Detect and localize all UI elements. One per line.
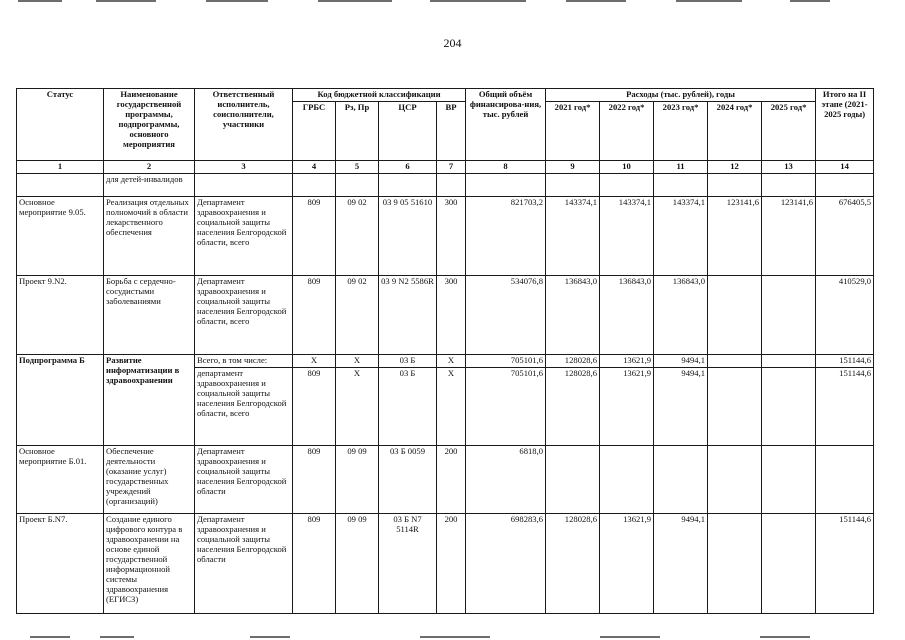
cell-grbs: 809	[293, 367, 336, 445]
cell-total: 705101,6	[466, 354, 546, 367]
cell-csr: 03 9 05 51610	[379, 196, 437, 275]
cell-vr: 200	[437, 445, 466, 513]
column-number: 5	[336, 160, 379, 173]
cell-2023: 143374,1	[654, 196, 708, 275]
column-number: 8	[466, 160, 546, 173]
cell-grbs: Х	[293, 354, 336, 367]
scan-top-edge	[0, 0, 905, 3]
cell-2021: 128028,6	[546, 513, 600, 613]
cell-stage-total: 676405,5	[816, 196, 874, 275]
cell-rz-pr: Х	[336, 367, 379, 445]
cell-stage-total: 151144,6	[816, 513, 874, 613]
cell-stage-total	[816, 173, 874, 196]
cell-vr: 300	[437, 275, 466, 354]
cell-2022: 136843,0	[600, 275, 654, 354]
cell-responsible: Всего, в том числе:	[195, 354, 293, 367]
cell-2022: 13621,9	[600, 367, 654, 445]
cell-2021	[546, 173, 600, 196]
column-number: 10	[600, 160, 654, 173]
cell-2021	[546, 445, 600, 513]
table-row	[17, 513, 874, 613]
column-number: 11	[654, 160, 708, 173]
cell-grbs	[293, 173, 336, 196]
cell-rz-pr: Х	[336, 354, 379, 367]
header-2025: 2025 год*	[762, 101, 816, 160]
cell-2023: 9494,1	[654, 513, 708, 613]
cell-2022	[600, 173, 654, 196]
header-2021: 2021 год*	[546, 101, 600, 160]
header-expenses: Расходы (тыс. рублей), годы	[546, 89, 816, 102]
cell-vr: Х	[437, 354, 466, 367]
column-number: 14	[816, 160, 874, 173]
header-total-volume: Общий объём финансирова-ния, тыс. рублей	[466, 89, 546, 161]
cell-2022: 13621,9	[600, 513, 654, 613]
cell-csr	[379, 173, 437, 196]
cell-2024	[708, 275, 762, 354]
cell-stage-total: 410529,0	[816, 275, 874, 354]
cell-responsible: Департамент здравоохранения и социальной защиты населения Белгородской области	[195, 513, 293, 613]
header-2022: 2022 год*	[600, 101, 654, 160]
cell-stage-total: 151144,6	[816, 354, 874, 367]
cell-2024: 123141,6	[708, 196, 762, 275]
cell-2023: 9494,1	[654, 354, 708, 367]
cell-rz-pr	[336, 173, 379, 196]
cell-status: Проект Б.N7.	[17, 513, 104, 613]
column-number: 7	[437, 160, 466, 173]
cell-2025	[762, 445, 816, 513]
cell-2023: 136843,0	[654, 275, 708, 354]
cell-stage-total: 151144,6	[816, 367, 874, 445]
cell-status: Основное мероприятие Б.01.	[17, 445, 104, 513]
cell-grbs: 809	[293, 196, 336, 275]
column-number: 12	[708, 160, 762, 173]
column-number: 13	[762, 160, 816, 173]
table-row	[17, 354, 874, 367]
cell-vr: Х	[437, 367, 466, 445]
cell-vr: 300	[437, 196, 466, 275]
cell-status	[17, 173, 104, 196]
cell-vr: 200	[437, 513, 466, 613]
cell-name: Развитие информатизации в здравоохранении	[104, 354, 195, 445]
cell-2025	[762, 173, 816, 196]
column-number-row	[17, 160, 874, 173]
cell-2022	[600, 445, 654, 513]
header-2023: 2023 год*	[654, 101, 708, 160]
header-csr: ЦСР	[379, 101, 437, 160]
cell-2024	[708, 367, 762, 445]
column-number: 6	[379, 160, 437, 173]
cell-status: Проект 9.N2.	[17, 275, 104, 354]
cell-status: Подпрограмма Б	[17, 354, 104, 445]
cell-responsible: Департамент здравоохранения и социальной защиты населения Белгородской области, всего	[195, 275, 293, 354]
cell-csr: 03 Б	[379, 367, 437, 445]
cell-2025	[762, 354, 816, 367]
cell-name: Борьба с сердечно-сосудистыми заболеваниями	[104, 275, 195, 354]
cell-grbs: 809	[293, 513, 336, 613]
header-vr: ВР	[437, 101, 466, 160]
cell-responsible: Департамент здравоохранения и социальной защиты населения Белгородской области	[195, 445, 293, 513]
cell-rz-pr: 09 09	[336, 513, 379, 613]
cell-2025	[762, 513, 816, 613]
cell-2022: 13621,9	[600, 354, 654, 367]
cell-2023	[654, 445, 708, 513]
column-number: 4	[293, 160, 336, 173]
header-responsible: Ответственный исполнитель, соисполнители, участники	[195, 89, 293, 161]
cell-2024	[708, 173, 762, 196]
header-stage-total: Итого на II этапе (2021-2025 годы)	[816, 89, 874, 161]
column-number: 2	[104, 160, 195, 173]
cell-2024	[708, 354, 762, 367]
table-row	[17, 275, 874, 354]
table-row	[17, 173, 874, 196]
cell-2025: 123141,6	[762, 196, 816, 275]
cell-total: 6818,0	[466, 445, 546, 513]
header-budget-code: Код бюджетной классификации	[293, 89, 466, 102]
cell-total	[466, 173, 546, 196]
column-number: 9	[546, 160, 600, 173]
cell-2023: 9494,1	[654, 367, 708, 445]
cell-rz-pr: 09 09	[336, 445, 379, 513]
column-number: 1	[17, 160, 104, 173]
cell-total: 534076,8	[466, 275, 546, 354]
cell-stage-total	[816, 445, 874, 513]
cell-grbs: 809	[293, 445, 336, 513]
cell-csr: 03 9 N2 5586R	[379, 275, 437, 354]
scan-bottom-edge	[0, 636, 905, 639]
cell-2021: 128028,6	[546, 354, 600, 367]
header-name: Наименование государственной программы, подпрограммы, основного мероприятия	[104, 89, 195, 161]
header-rz-pr: Рз, Пр	[336, 101, 379, 160]
cell-name: Обеспечение деятельности (оказание услуг) государственных учреждений (организаций)	[104, 445, 195, 513]
cell-2025	[762, 275, 816, 354]
cell-2024	[708, 445, 762, 513]
cell-vr	[437, 173, 466, 196]
cell-total: 705101,6	[466, 367, 546, 445]
cell-responsible: департамент здравоохранения и социальной защиты населения Белгородской области, всего	[195, 367, 293, 445]
table-row	[17, 445, 874, 513]
cell-rz-pr: 09 02	[336, 275, 379, 354]
cell-rz-pr: 09 02	[336, 196, 379, 275]
table-row	[17, 196, 874, 275]
column-number: 3	[195, 160, 293, 173]
cell-2021: 143374,1	[546, 196, 600, 275]
cell-name: Создание единого цифрового контура в здравоохранении на основе единой государственной информационной системы здравоохранения (ЕГИСЗ)	[104, 513, 195, 613]
cell-grbs: 809	[293, 275, 336, 354]
cell-csr: 03 Б 0059	[379, 445, 437, 513]
cell-name: Реализация отдельных полномочий в области лекарственного обеспечения	[104, 196, 195, 275]
cell-2023	[654, 173, 708, 196]
header-2024: 2024 год*	[708, 101, 762, 160]
header-status: Статус	[17, 89, 104, 161]
page-number: 204	[443, 36, 462, 50]
cell-2021: 128028,6	[546, 367, 600, 445]
cell-2024	[708, 513, 762, 613]
budget-table	[16, 88, 874, 614]
cell-csr: 03 Б	[379, 354, 437, 367]
cell-2025	[762, 367, 816, 445]
cell-responsible	[195, 173, 293, 196]
header-grbs: ГРБС	[293, 101, 336, 160]
cell-2021: 136843,0	[546, 275, 600, 354]
cell-total: 698283,6	[466, 513, 546, 613]
cell-responsible: Департамент здравоохранения и социальной защиты населения Белгородской области, всего	[195, 196, 293, 275]
cell-csr: 03 Б N7 5114R	[379, 513, 437, 613]
cell-2022: 143374,1	[600, 196, 654, 275]
cell-status: Основное мероприятие 9.05.	[17, 196, 104, 275]
cell-name: для детей-инвалидов	[104, 173, 195, 196]
table-header-row	[17, 89, 874, 102]
cell-total: 821703,2	[466, 196, 546, 275]
